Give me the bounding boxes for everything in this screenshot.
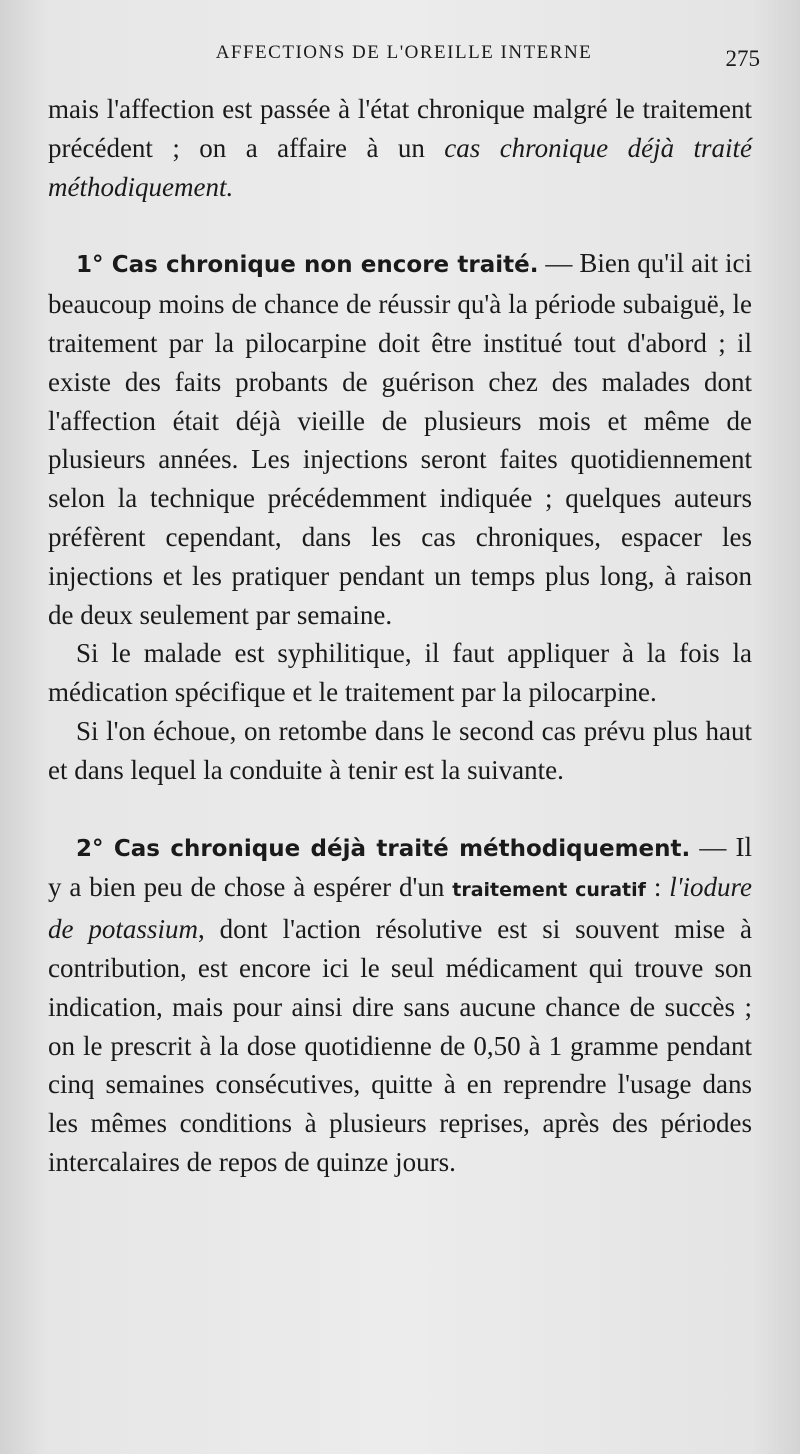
section-2 [48, 828, 752, 1182]
paragraph-echec: Si l'on échoue, on retombe dans le second cas prévu plus haut et dans lequel la conduite à tenir est la suivante. [48, 715, 752, 785]
running-title: AFFECTIONS DE L'OREILLE INTERNE [215, 42, 593, 63]
body-text [48, 90, 752, 1182]
section-gap [48, 206, 752, 244]
section-2-heading: 2° Cas chronique déjà traité méthodiquement. [76, 835, 691, 862]
section-1 [48, 244, 752, 634]
section-gap [48, 790, 752, 828]
section-2-text-a: — Il y a bien peu de chose à espérer d'un [48, 831, 752, 903]
section-2-text-b: : [645, 872, 670, 903]
bold-phrase: traitement curatif [452, 879, 646, 902]
section-1-text: — Bien qu'il ait ici beaucoup moins de chance de réussir qu'à la période subaiguë, le traitement par la pilocarpine doit être institué tout d'abord ; il existe des faits probants de guérison chez des malades dont l'affection était déjà vieille de plusieurs mois et même de plusieurs années. Les injections seront faites quotidiennement selon la technique précédemment indiquée ; quelques auteurs préfèrent cependant, dans les cas chroniques, espacer les injections et les pratiquer pendant un temps plus long, à raison de deux seulement par semaine. [48, 248, 752, 630]
paragraph-text: mais l'affection est passée à l'état chronique malgré le traitement précédent ; on a affaire à un [48, 94, 752, 163]
italic-phrase: l'iodure de potassium [48, 872, 752, 945]
paragraph-syphilis: Si le malade est syphilitique, il faut appliquer à la fois la médication spécifique et le traitement par la pilocarpine. [48, 638, 752, 708]
running-head [48, 42, 760, 72]
paragraph-continuation [48, 90, 752, 206]
italic-phrase: cas chronique déjà traité méthodiquement. [48, 132, 752, 202]
section-2-text-c: , dont l'action résolutive est si souvent mise à contribution, est encore ici le seul médicament qui trouve son indication, mais pour ainsi dire sans aucune chance de succès ; on le prescrit à la dose quotidienne de 0,50 à 1 gramme pendant cinq semaines consécutives, quitte à en reprendre l'usage dans les mêmes conditions à plusieurs reprises, après des périodes intercalaires de repos de quinze jours. [48, 914, 753, 1177]
section-1-heading: 1° Cas chronique non encore traité. [76, 252, 539, 279]
page-number: 275 [725, 46, 760, 71]
